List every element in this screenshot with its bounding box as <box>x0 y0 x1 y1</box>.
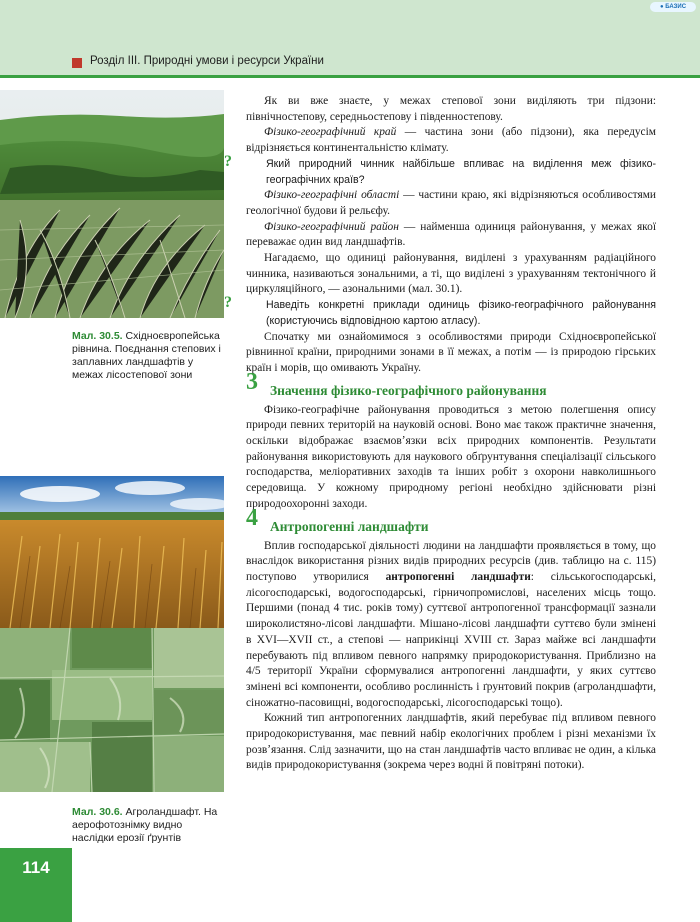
section-number: 4 <box>246 504 258 531</box>
section-heading-4 <box>246 504 656 537</box>
section-title: Антропогенні ландшафти <box>270 518 429 534</box>
publisher-logo: ● БАЗИС <box>650 2 696 12</box>
paragraph: Спочатку ми ознайомимося з особливостями природи Східноєвропейської рівнинної країни, природними зонами в її межах, а потім — із природою гірських країн і морів, що омивають Україну. <box>246 330 656 374</box>
term: Фізико-географічні області <box>264 189 400 202</box>
figure-label: Мал. 30.5. <box>72 330 123 342</box>
question-text: Який природний чинник найбільше впливає на виділення меж фізико-географічних країв? <box>266 157 656 186</box>
aerial-photo <box>0 628 224 792</box>
paragraph: Нагадаємо, що одиниці районування, виділені з урахуванням радіаційного чинника, називаються зональними, а ті, що виділені з урахуванням тектонічного й циркуляційного, — азональними (мал. 30.1). <box>246 252 656 296</box>
question <box>224 152 656 188</box>
figure-text: Східноєвропейська рівнина. Поєднання степових і заплавних ландшафтів у межах лісостепової зони <box>72 330 221 381</box>
section-title: Значення фізико-географічного районування <box>270 382 547 398</box>
paragraph: Фізико-географічний район — найменша одиниця районування, у межах якої переважає один вид ландшафтів. <box>246 220 657 249</box>
term: Фізико-географічний район <box>264 220 399 233</box>
question-text: Наведіть конкретні приклади одиниць фізико-географічного районування (користуючись відповідною картою атласу). <box>266 299 656 327</box>
main-text-column <box>224 94 657 774</box>
figure-caption-30-6 <box>72 806 224 845</box>
figure-text: Агроландшафт. На аерофотознімку видно наслідки ерозії ґрунтів <box>72 806 218 844</box>
page-number: 114 <box>22 858 50 877</box>
section-heading-3 <box>246 368 656 401</box>
paragraph: Фізико-географічний край — частина зони (або підзони), яка передусім відрізняється континентальністю клімату. <box>246 126 656 155</box>
figure-caption-30-5 <box>72 330 224 382</box>
paragraph: Фізико-географічне районування проводиться з метою полегшення опису природи певних територій на науковій основі. Воно має також практичне значення, оскільки відображає взаємовʼязки всіх природних компонентів. Результати районування використовують для наукового обґрунтування спеціалізації сільського господарства, меліоративних заходів та інших робіт з охорони навколишнього середовища. У кожному природному регіоні необхідно здійснювати різні природоохоронні заходи. <box>246 403 656 510</box>
term: Фізико-географічний край <box>264 126 397 139</box>
key-term: антропогенні ландшафти <box>385 570 531 583</box>
section-number: 3 <box>246 368 258 395</box>
paragraph: Фізико-географічні області — частини краю, які відрізняються особливостями геологічної будови й рельєфу. <box>246 189 657 217</box>
chapter-title: Розділ III. Природні умови і ресурси України <box>90 55 324 67</box>
header-rule <box>0 75 700 78</box>
paragraph: Вплив господарської діяльності людини на ландшафти проявляється в тому, що внаслідок використання різних видів природних ресурсів (див. таблицю на с. 115) поступово утворилися антропогенні ландшафти: сільськогосподарські, лісогосподарські, водогосподарські, гірничопромислові, населених місць тощо. Першими (понад 4 тис. років тому) суттєвої антропогенної трансформації зазнали широколистяно-лісові ландшафти. Мішано-лісові ландшафти суттєво були змінені в XVI—XVII ст., а степові — наприкінці XVIII ст. Зараз майже всі ландшафти перебувають під впливом певного напрямку природокористування. Приблизно на 4/5 території України сформувалися антропогенні ландшафти, у яких суттєво змінені всі компоненти, особливо рослинність і ґрунтовий покрив (агроландшафти, сіножатно-пасовищні, водогосподарські, лісогосподарські тощо). <box>246 539 656 709</box>
question-icon: ? <box>224 294 232 312</box>
chapter-marker-icon <box>72 58 82 68</box>
question <box>224 294 656 329</box>
question-icon: ? <box>224 152 232 170</box>
paragraph: Кожний тип антропогенних ландшафтів, який перебуває під впливом певного природокористування, має певний набір екологічних проблем і різні механізми їх розвʼязання. Слід зазначити, що на стан ландшафтів часто впливає не один, а кілька видів природокористування (зокрема через водні й повітряні потоки). <box>246 712 656 772</box>
steppe-photo <box>0 90 224 318</box>
figure-label: Мал. 30.6. <box>72 806 123 818</box>
wheat-field-photo <box>0 476 224 628</box>
paragraph: Як ви вже знаєте, у межах степової зони виділяють три підзони: північностепову, середньостепову і південностепову. <box>246 95 656 123</box>
